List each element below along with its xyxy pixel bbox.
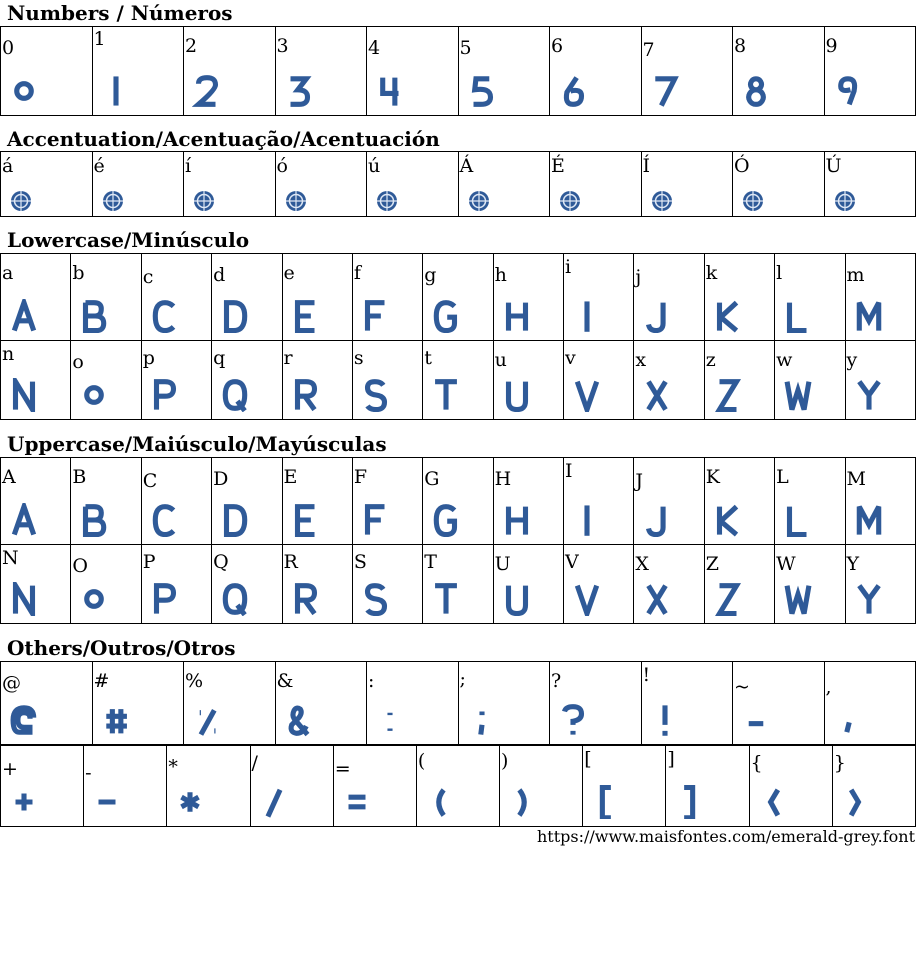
character-label: U: [494, 553, 511, 575]
glyph-preview-lowercase: [783, 378, 813, 412]
character-label: X: [635, 553, 649, 575]
character-label: K: [705, 466, 720, 488]
uppercase-cell: [845, 458, 916, 545]
glyph-preview-others: [342, 785, 372, 819]
numbers-cell: [1, 27, 93, 116]
character-label: Z: [705, 553, 719, 575]
character-label: 3: [276, 35, 289, 57]
character-label: j: [635, 266, 642, 288]
glyph-preview-lowercase: [361, 378, 391, 412]
character-label: Q: [213, 551, 229, 573]
lowercase-cell: [845, 341, 916, 420]
uppercase-cell: [423, 458, 493, 545]
glyph-preview-others: [9, 785, 39, 819]
character-label: c: [142, 266, 154, 288]
numbers-cell: [275, 27, 367, 116]
others-cell: [416, 746, 499, 827]
accentuation-cell: [367, 152, 459, 217]
accentuation-cell: [733, 152, 825, 217]
character-label: *: [168, 756, 178, 778]
character-label: í: [185, 155, 192, 177]
numbers-title: Numbers / Números: [7, 1, 233, 25]
missing-glyph-icon: [834, 190, 856, 212]
accentuation-title: Accentuation/Acentuação/Acentuación: [7, 127, 440, 151]
others-cell: [92, 662, 184, 745]
character-label: N: [2, 547, 19, 569]
glyph-preview-others: [833, 703, 863, 737]
character-label: C: [142, 470, 158, 492]
uppercase-cell: [352, 458, 422, 545]
glyph-preview-others: [650, 703, 680, 737]
lowercase-grid: [0, 253, 916, 420]
character-label: 2: [185, 35, 198, 57]
others-cell: [458, 662, 550, 745]
character-label: :: [368, 670, 375, 692]
glyph-preview-lowercase: [642, 378, 672, 412]
glyph-preview-uppercase: [361, 503, 391, 537]
character-label: v: [565, 347, 576, 369]
accentuation-cell: [458, 152, 550, 217]
character-label: E: [283, 466, 298, 488]
lowercase-cell: [141, 341, 211, 420]
others-cell: [550, 662, 642, 745]
glyph-preview-lowercase: [79, 299, 109, 333]
others-row: [1, 746, 916, 827]
lowercase-cell: [141, 254, 211, 341]
glyph-preview-others: [192, 703, 222, 737]
glyph-preview-numbers: [833, 74, 863, 108]
character-label: 1: [93, 28, 106, 50]
character-label: H: [494, 468, 512, 490]
character-label: S: [353, 551, 367, 573]
character-label: x: [635, 349, 647, 371]
others-title: Others/Outros/Otros: [7, 636, 236, 660]
character-label: D: [213, 468, 229, 490]
glyph-preview-uppercase: [9, 503, 39, 537]
lowercase-cell: [212, 254, 282, 341]
glyph-preview-uppercase: [854, 503, 884, 537]
glyph-preview-numbers: [192, 74, 222, 108]
character-label: (: [417, 750, 426, 772]
accentuation-cell: [641, 152, 733, 217]
uppercase-cell: [1, 458, 71, 545]
character-label: á: [2, 155, 14, 177]
uppercase-cell: [704, 458, 774, 545]
uppercase-cell: [845, 545, 916, 624]
character-label: d: [213, 264, 226, 286]
glyph-preview-lowercase: [291, 378, 321, 412]
character-label: 0: [2, 37, 15, 59]
character-label: ]: [667, 748, 675, 770]
glyph-preview-uppercase: [9, 582, 39, 616]
uppercase-cell: [564, 545, 634, 624]
uppercase-cell: [352, 545, 422, 624]
glyph-preview-lowercase: [220, 378, 250, 412]
uppercase-cell: [564, 458, 634, 545]
lowercase-cell: [423, 341, 493, 420]
character-label: ?: [551, 670, 562, 692]
others-cell: [333, 746, 416, 827]
others-cell: [167, 746, 250, 827]
glyph-preview-lowercase: [783, 299, 813, 333]
others-cell: [583, 746, 666, 827]
character-label: I: [565, 460, 573, 482]
glyph-preview-uppercase: [642, 582, 672, 616]
glyph-preview-others: [558, 703, 588, 737]
accentuation-cell: [824, 152, 916, 217]
glyph-preview-uppercase: [783, 582, 813, 616]
others-cell: [250, 746, 333, 827]
glyph-preview-lowercase: [713, 299, 743, 333]
character-label: P: [142, 551, 156, 573]
glyph-preview-others: [175, 785, 205, 819]
character-label: q: [213, 347, 226, 369]
character-label: z: [705, 349, 716, 371]
character-label: -: [85, 762, 92, 784]
character-label: h: [494, 264, 507, 286]
glyph-preview-numbers: [284, 74, 314, 108]
credit-link[interactable]: https://www.maisfontes.com/emerald-grey.font: [536, 827, 915, 846]
glyph-preview-others: [508, 785, 538, 819]
character-label: ;: [459, 668, 466, 690]
character-label: s: [353, 347, 364, 369]
glyph-preview-lowercase: [291, 299, 321, 333]
character-label: Y: [846, 553, 860, 575]
numbers-cell: [92, 27, 184, 116]
glyph-preview-lowercase: [9, 378, 39, 412]
character-label: n: [2, 343, 15, 365]
glyph-preview-others: [284, 703, 314, 737]
character-label: m: [846, 264, 865, 286]
glyph-preview-others: [92, 785, 122, 819]
lowercase-title: Lowercase/Minúsculo: [7, 228, 250, 252]
glyph-preview-lowercase: [502, 299, 532, 333]
glyph-preview-others: [425, 785, 455, 819]
uppercase-cell: [71, 458, 141, 545]
character-label: !: [642, 664, 651, 686]
accentuation-row: [1, 152, 916, 217]
lowercase-cell: [493, 341, 563, 420]
lowercase-cell: [282, 254, 352, 341]
glyph-preview-others: [741, 703, 771, 737]
character-label: =: [334, 758, 351, 780]
uppercase-cell: [704, 545, 774, 624]
others-grid-row-1: [0, 661, 916, 745]
uppercase-cell: [71, 545, 141, 624]
uppercase-cell: [212, 458, 282, 545]
uppercase-cell: [634, 545, 704, 624]
missing-glyph-icon: [651, 190, 673, 212]
character-label: @: [2, 672, 21, 694]
character-label: {: [750, 752, 763, 774]
lowercase-cell: [493, 254, 563, 341]
character-label: /: [251, 752, 258, 774]
missing-glyph-icon: [10, 190, 32, 212]
glyph-preview-lowercase: [9, 299, 39, 333]
others-cell: [749, 746, 832, 827]
lowercase-cell: [1, 254, 71, 341]
accentuation-cell: [1, 152, 93, 217]
glyph-preview-others: [259, 785, 289, 819]
character-label: [: [584, 748, 592, 770]
character-label: G: [424, 468, 440, 490]
others-cell: [1, 746, 84, 827]
character-label: &: [276, 670, 294, 692]
character-label: 8: [734, 35, 747, 57]
accentuation-grid: [0, 151, 916, 217]
glyph-preview-lowercase: [150, 378, 180, 412]
glyph-preview-uppercase: [572, 503, 602, 537]
glyph-preview-lowercase: [854, 378, 884, 412]
lowercase-cell: [634, 254, 704, 341]
missing-glyph-icon: [193, 190, 215, 212]
numbers-cell: [367, 27, 459, 116]
glyph-preview-others: [591, 785, 621, 819]
character-label: y: [846, 349, 858, 371]
others-cell: [275, 662, 367, 745]
glyph-preview-lowercase: [854, 299, 884, 333]
uppercase-cell: [212, 545, 282, 624]
glyph-preview-others: [101, 703, 131, 737]
glyph-preview-uppercase: [291, 582, 321, 616]
uppercase-cell: [775, 545, 845, 624]
uppercase-cell: [423, 545, 493, 624]
glyph-preview-uppercase: [713, 503, 743, 537]
glyph-preview-others: [9, 703, 39, 737]
glyph-preview-lowercase: [502, 378, 532, 412]
numbers-cell: [641, 27, 733, 116]
character-label: 6: [551, 35, 564, 57]
others-grid-row-2: [0, 745, 916, 827]
numbers-cell: [184, 27, 276, 116]
character-label: ,: [825, 676, 832, 698]
character-label: 9: [825, 35, 838, 57]
others-cell: [184, 662, 276, 745]
character-label: a: [2, 262, 14, 284]
glyph-preview-others: [375, 703, 405, 737]
missing-glyph-icon: [102, 190, 124, 212]
character-label: t: [424, 347, 432, 369]
character-label: T: [424, 551, 437, 573]
glyph-preview-uppercase: [220, 582, 250, 616]
character-label: #: [93, 670, 110, 692]
character-label: M: [846, 468, 866, 490]
numbers-grid: [0, 26, 916, 116]
lowercase-cell: [352, 254, 422, 341]
lowercase-cell: [71, 254, 141, 341]
character-label: 5: [459, 37, 472, 59]
character-label: r: [283, 347, 293, 369]
numbers-cell: [733, 27, 825, 116]
character-label: b: [72, 262, 85, 284]
glyph-preview-others: [467, 703, 497, 737]
lowercase-cell: [212, 341, 282, 420]
glyph-preview-numbers: [9, 74, 39, 108]
accentuation-cell: [184, 152, 276, 217]
glyph-preview-numbers: [101, 74, 131, 108]
uppercase-row: [1, 545, 916, 624]
glyph-preview-uppercase: [291, 503, 321, 537]
others-cell: [733, 662, 825, 745]
glyph-preview-uppercase: [220, 503, 250, 537]
glyph-preview-lowercase: [79, 378, 109, 412]
glyph-preview-uppercase: [502, 503, 532, 537]
lowercase-row: [1, 341, 916, 420]
character-label: ): [501, 750, 509, 772]
glyph-preview-uppercase: [783, 503, 813, 537]
character-label: +: [2, 758, 18, 780]
lowercase-cell: [282, 341, 352, 420]
accentuation-cell: [92, 152, 184, 217]
lowercase-cell: [775, 254, 845, 341]
character-label: ó: [276, 155, 288, 177]
accentuation-cell: [275, 152, 367, 217]
uppercase-cell: [493, 458, 563, 545]
glyph-preview-uppercase: [642, 503, 672, 537]
missing-glyph-icon: [376, 190, 398, 212]
uppercase-row: [1, 458, 916, 545]
glyph-preview-others: [758, 785, 788, 819]
others-row: [1, 662, 916, 745]
glyph-preview-uppercase: [79, 503, 109, 537]
glyph-preview-lowercase: [150, 299, 180, 333]
uppercase-cell: [282, 545, 352, 624]
character-label: l: [776, 262, 783, 284]
lowercase-row: [1, 254, 916, 341]
uppercase-cell: [282, 458, 352, 545]
numbers-cell: [550, 27, 642, 116]
character-label: o: [72, 351, 84, 373]
glyph-preview-uppercase: [361, 582, 391, 616]
missing-glyph-icon: [468, 190, 490, 212]
lowercase-cell: [775, 341, 845, 420]
character-label: R: [283, 551, 298, 573]
character-label: F: [353, 466, 368, 488]
lowercase-cell: [704, 254, 774, 341]
character-label: }: [833, 752, 846, 774]
uppercase-cell: [634, 458, 704, 545]
glyph-preview-uppercase: [150, 503, 180, 537]
character-label: e: [283, 262, 295, 284]
uppercase-cell: [775, 458, 845, 545]
character-label: Ó: [734, 155, 750, 177]
uppercase-cell: [493, 545, 563, 624]
character-label: J: [635, 470, 643, 492]
lowercase-cell: [704, 341, 774, 420]
character-label: k: [705, 262, 718, 284]
character-label: Í: [642, 155, 651, 177]
others-cell: [832, 746, 915, 827]
lowercase-cell: [634, 341, 704, 420]
uppercase-cell: [141, 545, 211, 624]
uppercase-cell: [1, 545, 71, 624]
character-label: i: [565, 256, 572, 278]
glyph-preview-lowercase: [642, 299, 672, 333]
character-label: u: [494, 349, 507, 371]
character-label: 7: [642, 39, 655, 61]
glyph-preview-numbers: [741, 74, 771, 108]
uppercase-grid: [0, 457, 916, 624]
glyph-preview-uppercase: [79, 582, 109, 616]
character-label: 4: [368, 37, 381, 59]
character-label: L: [776, 466, 789, 488]
character-label: f: [353, 262, 361, 284]
missing-glyph-icon: [742, 190, 764, 212]
character-label: %: [185, 670, 204, 692]
character-label: Á: [459, 155, 474, 177]
missing-glyph-icon: [285, 190, 307, 212]
character-label: A: [2, 466, 16, 488]
character-label: W: [776, 553, 796, 575]
glyph-preview-uppercase: [572, 582, 602, 616]
glyph-preview-lowercase: [431, 378, 461, 412]
others-cell: [84, 746, 167, 827]
character-label: ú: [368, 155, 381, 177]
character-label: g: [424, 264, 437, 286]
glyph-preview-numbers: [467, 74, 497, 108]
glyph-preview-uppercase: [854, 582, 884, 616]
others-cell: [641, 662, 733, 745]
lowercase-cell: [845, 254, 916, 341]
glyph-preview-uppercase: [431, 503, 461, 537]
character-label: B: [72, 466, 87, 488]
glyph-preview-uppercase: [431, 582, 461, 616]
glyph-preview-numbers: [650, 74, 680, 108]
lowercase-cell: [352, 341, 422, 420]
character-label: w: [776, 349, 793, 371]
glyph-preview-others: [841, 785, 871, 819]
character-label: Ú: [825, 155, 842, 177]
missing-glyph-icon: [559, 190, 581, 212]
character-label: O: [72, 555, 88, 577]
character-label: é: [93, 155, 105, 177]
others-cell: [500, 746, 583, 827]
lowercase-cell: [423, 254, 493, 341]
others-cell: [1, 662, 93, 745]
glyph-preview-uppercase: [150, 582, 180, 616]
glyph-preview-lowercase: [572, 378, 602, 412]
glyph-preview-lowercase: [713, 378, 743, 412]
numbers-cell: [824, 27, 916, 116]
character-label: V: [565, 551, 579, 573]
character-label: É: [551, 155, 565, 177]
numbers-cell: [458, 27, 550, 116]
glyph-preview-lowercase: [220, 299, 250, 333]
glyph-preview-lowercase: [431, 299, 461, 333]
lowercase-cell: [564, 254, 634, 341]
numbers-row: [1, 27, 916, 116]
lowercase-cell: [564, 341, 634, 420]
others-cell: [666, 746, 749, 827]
uppercase-cell: [141, 458, 211, 545]
glyph-preview-numbers: [558, 74, 588, 108]
glyph-preview-uppercase: [502, 582, 532, 616]
glyph-preview-uppercase: [713, 582, 743, 616]
lowercase-cell: [1, 341, 71, 420]
lowercase-cell: [71, 341, 141, 420]
accentuation-cell: [550, 152, 642, 217]
glyph-preview-lowercase: [361, 299, 391, 333]
glyph-preview-numbers: [375, 74, 405, 108]
others-cell: [824, 662, 916, 745]
glyph-preview-others: [674, 785, 704, 819]
character-label: p: [142, 347, 155, 369]
uppercase-title: Uppercase/Maiúsculo/Mayúsculas: [7, 432, 387, 456]
character-label: ~: [734, 676, 750, 698]
glyph-preview-lowercase: [572, 299, 602, 333]
others-cell: [367, 662, 459, 745]
